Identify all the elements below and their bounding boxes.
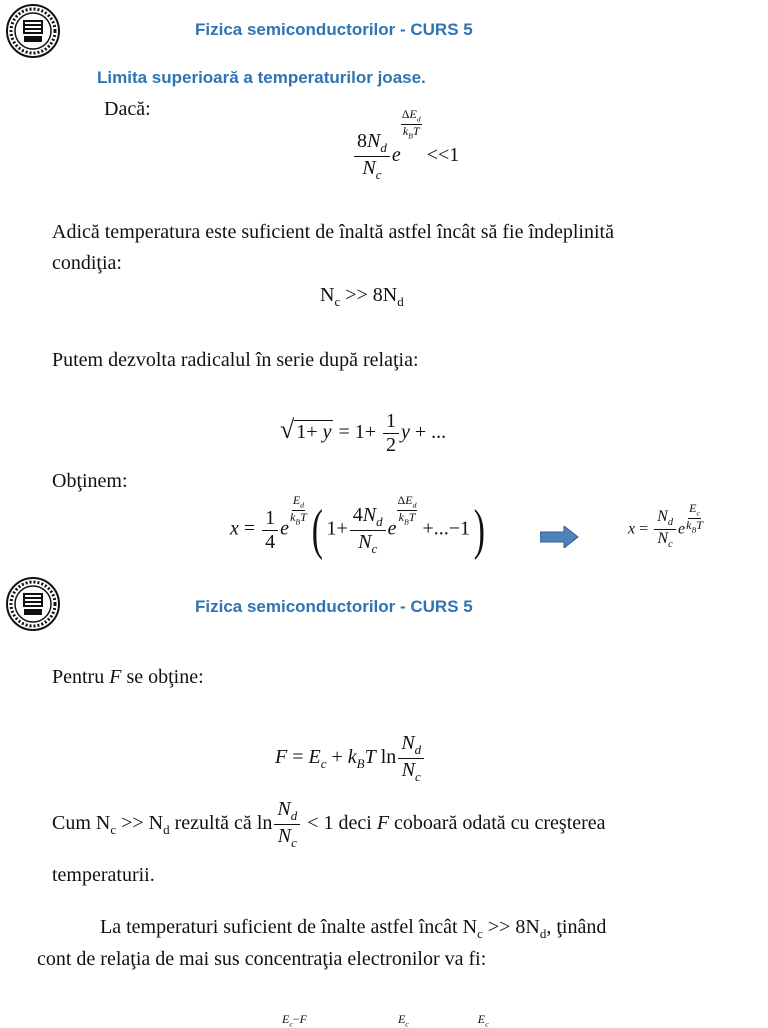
paragraph-line: Putem dezvolta radicalul în serie după relaţia: [52,349,419,371]
obtinem-text: Obţinem: [52,470,128,492]
formula-x-expansion: x = $\frac{1}{4}$ e $\frac{E_d}{k_BT}$ ( 1+ $\frac{4N_d}{N_c}$ e $\frac{\Delta E_d}{k_BT}$ +...−1) [230,493,485,561]
paragraph-line: cont de relaţia de mai sus concentraţia electronilor va fi: [37,948,487,970]
university-seal-icon [6,577,60,631]
formula-sqrt-series: √ 1+ y = 1+ $\frac{1}{2}$ y + ... [280,410,447,456]
right-arrow-icon [540,526,580,548]
paragraph-line: temperaturii. [52,864,155,886]
formula-x-result: x = $\frac{N_d}{N_c}$ e $\frac{E_c}{k_BT}$ [628,501,703,551]
section-title: Limita superioară a temperaturilor joase. [97,68,426,87]
page-header: Fizica semiconductorilor - CURS 5 [195,597,473,616]
paragraph-line: Adică temperatura este suficient de înaltă astfel încât să fie îndeplinită [52,221,614,243]
daca-text: Dacă: [104,98,151,120]
formula-cutoff: $E_c-F$ $E_c$ $E_c$ [282,1012,489,1028]
paragraph-line: condiţia: [52,252,122,274]
formula-fermi-level: $F = E_c + k_BT$ ln $\frac{N_d}{N_c}$ [275,732,426,785]
page-header: Fizica semiconductorilor - CURS 5 [195,20,473,39]
formula-condition: $\frac{8N_d}{N_c}$ e $\frac{\Delta E_d}{k_BT}$ <<1 [352,130,459,183]
cum-sentence: Cum $N_c >> N_d$ rezultă că ln $\frac{N_d}{N_c}$ < 1 deci F coboară odată cu creşterea [52,798,606,850]
paragraph-line: La temperaturi suficient de înalte astfel încât $N_c >> 8N_d$, ţinând [100,916,607,941]
pentru-text: Pentru F se obţine: [52,666,204,688]
formula-nc-8nd: $N_c >> 8N_d$ [320,284,404,309]
university-seal-icon [6,4,60,58]
